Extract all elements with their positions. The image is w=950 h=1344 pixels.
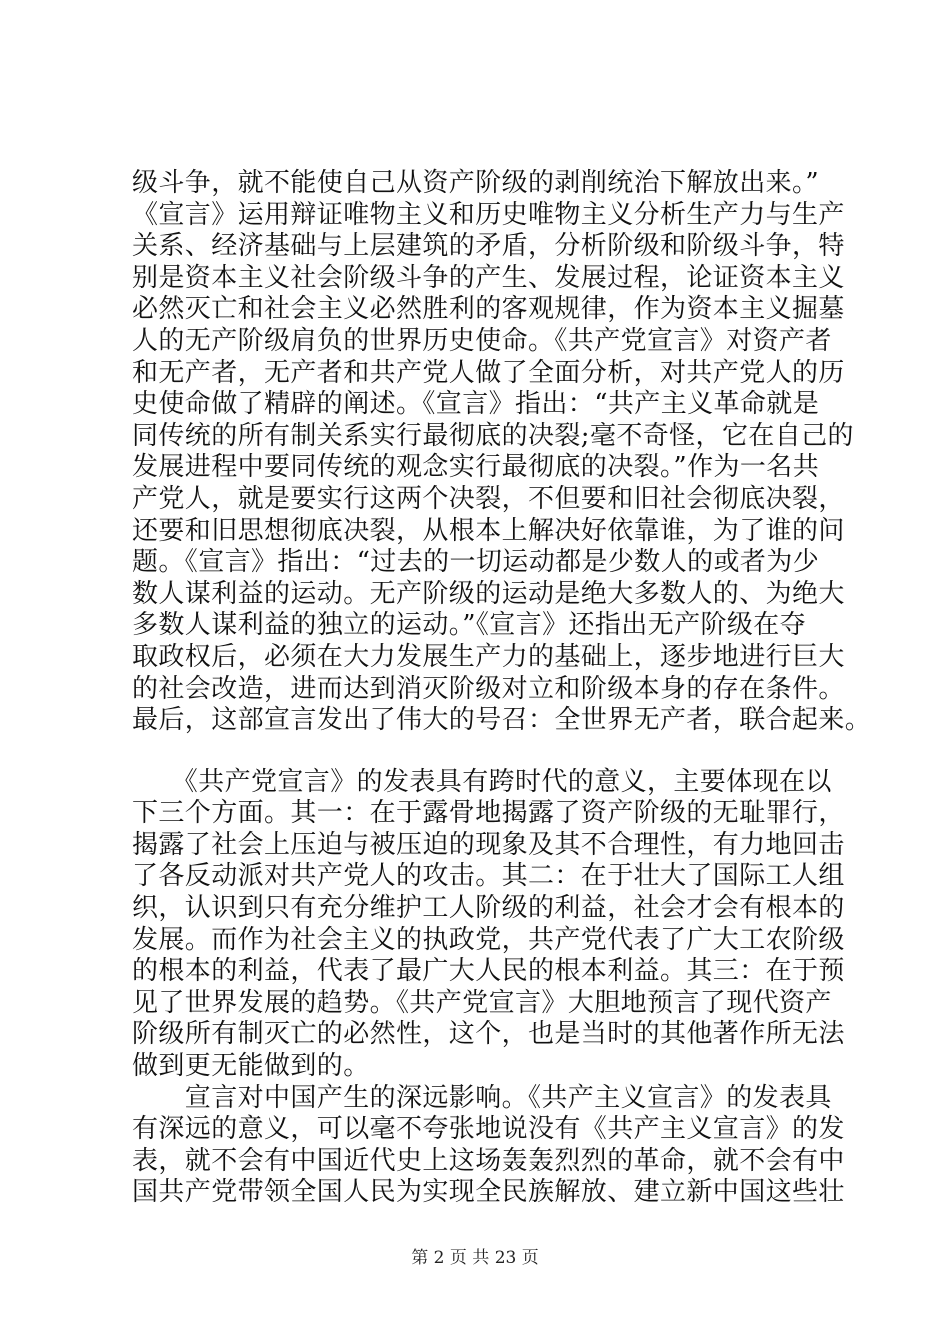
paragraph-spacer (132, 737, 852, 767)
text-line: 《共产党宣言》的发表具有跨时代的意义，主要体现在以 (132, 766, 832, 797)
text-line: 了各反动派对共产党人的攻击。其二：在于壮大了国际工人组 (132, 861, 845, 892)
text-line: 做到更无能做到的。 (132, 1051, 370, 1082)
text-line: 别是资本主义社会阶级斗争的产生、发展过程，论证资本主义 (132, 262, 845, 293)
paragraph-3 (132, 1083, 852, 1209)
text-line: 的根本的利益，代表了最广大人民的根本利益。其三：在于预 (132, 956, 845, 987)
page-number-footer: 第 2 页 共 23 页 (411, 1248, 539, 1268)
text-line: 表，就不会有中国近代史上这场轰轰烈烈的革命，就不会有中 (132, 1145, 845, 1176)
text-line: 下三个方面。其一：在于露骨地揭露了资产阶级的无耻罪行， (132, 798, 845, 829)
text-line: 史使命做了精辟的阐述。《宣言》指出：“共产主义革命就是 (132, 389, 820, 420)
text-line: 阶级所有制灭亡的必然性，这个，也是当时的其他著作所无法 (132, 1019, 845, 1050)
text-line: 多数人谋利益的独立的运动。”《宣言》还指出无产阶级在夺 (132, 610, 807, 641)
text-line: 题。《宣言》指出：“过去的一切运动都是少数人的或者为少 (132, 547, 820, 578)
text-line: 的社会改造，进而达到消灭阶级对立和阶级本身的存在条件。 (132, 673, 845, 704)
text-line: 级斗争，就不能使自己从资产阶级的剥削统治下解放出来。” (132, 168, 820, 198)
text-line: 发展进程中要同传统的观念实行最彻底的决裂。”作为一名共 (132, 452, 820, 483)
text-line: 产党人，就是要实行这两个决裂，不但要和旧社会彻底决裂， (132, 483, 845, 514)
text-line: 同传统的所有制关系实行最彻底的决裂;毫不奇怪，它在自己的 (132, 420, 854, 451)
text-line: 见了世界发展的趋势。《共产党宣言》大胆地预言了现代资产 (132, 987, 832, 1018)
text-line: 《宣言》运用辩证唯物主义和历史唯物主义分析生产力与生产 (132, 199, 845, 230)
document-body (132, 168, 872, 1209)
text-line: 国共产党带领全国人民为实现全民族解放、建立新中国这些壮 (132, 1177, 845, 1208)
text-line: 数人谋利益的运动。无产阶级的运动是绝大多数人的、为绝大 (132, 578, 845, 609)
text-line: 取政权后，必须在大力发展生产力的基础上，逐步地进行巨大 (132, 641, 845, 672)
text-line: 必然灭亡和社会主义必然胜利的客观规律，作为资本主义掘墓 (132, 294, 845, 325)
text-line: 宣言对中国产生的深远影响。《共产主义宣言》的发表具 (132, 1082, 832, 1113)
text-line: 有深远的意义，可以毫不夸张地说没有《共产主义宣言》的发 (132, 1114, 845, 1145)
paragraph-2 (132, 767, 852, 1083)
text-line: 最后，这部宣言发出了伟大的号召：全世界无产者，联合起来。 (132, 705, 872, 736)
text-line: 揭露了社会上压迫与被压迫的现象及其不合理性，有力地回击 (132, 829, 845, 860)
text-line: 关系、经济基础与上层建筑的矛盾，分析阶级和阶级斗争，特 (132, 231, 845, 262)
text-line: 人的无产阶级肩负的世界历史使命。《共产党宣言》对资产者 (132, 325, 832, 356)
paragraph-1 (132, 168, 872, 737)
text-line: 织，认识到只有充分维护工人阶级的利益，社会才会有根本的 (132, 893, 845, 924)
text-line: 还要和旧思想彻底决裂，从根本上解决好依靠谁，为了谁的问 (132, 515, 845, 546)
text-line: 发展。而作为社会主义的执政党，共产党代表了广大工农阶级 (132, 924, 845, 955)
text-line: 和无产者，无产者和共产党人做了全面分析，对共产党人的历 (132, 357, 845, 388)
